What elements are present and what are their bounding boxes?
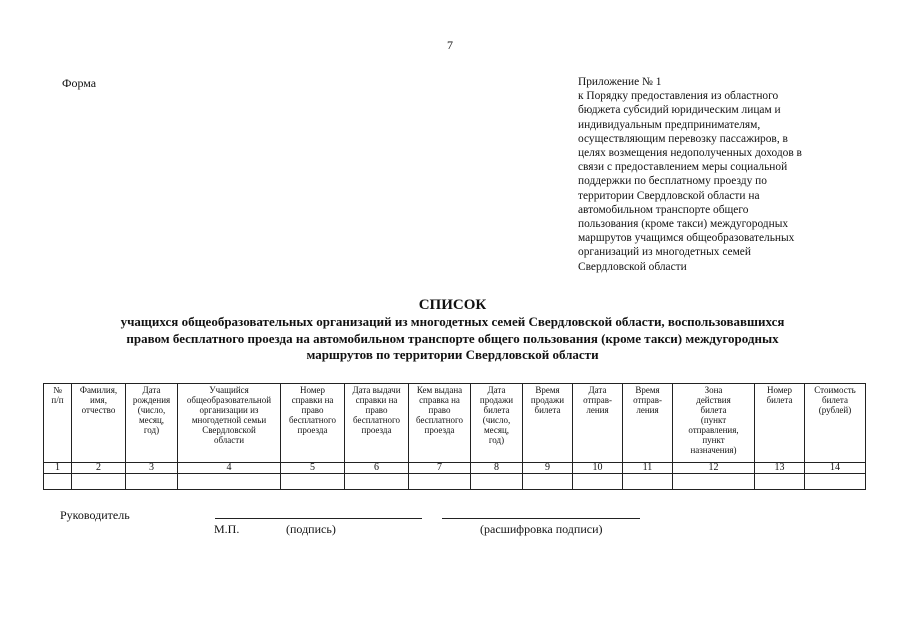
- column-number: 12: [673, 463, 755, 474]
- column-header: [805, 384, 866, 463]
- subtitle-line: правом бесплатного проезда на автомобильном транспорте общего пользования (кроме такси) междугородных: [126, 330, 779, 346]
- column-header-line: билета: [766, 395, 793, 405]
- column-number: 3: [126, 463, 178, 474]
- column-number: 11: [623, 463, 673, 474]
- table-cell: [126, 474, 178, 490]
- column-header-line: рождения: [132, 395, 171, 405]
- column-header-line: Номер: [299, 385, 326, 395]
- column-header-line: месяц,: [138, 415, 165, 425]
- table-empty-row: [44, 474, 866, 490]
- table-cell: [409, 474, 471, 490]
- column-header: [573, 384, 623, 463]
- appendix-line: бюджета субсидий юридическим лицам и: [578, 104, 781, 117]
- column-header-line: области: [213, 435, 245, 445]
- column-header-line: проезда: [424, 425, 455, 435]
- column-header-line: п/п: [51, 395, 64, 405]
- column-header-line: отправ-: [583, 395, 612, 405]
- column-number: 6: [345, 463, 409, 474]
- table-cell: [72, 474, 126, 490]
- column-header-line: билета: [822, 395, 848, 405]
- column-header: [72, 384, 126, 463]
- column-number: 2: [72, 463, 126, 474]
- column-number: 13: [755, 463, 805, 474]
- column-header-line: проезда: [361, 425, 392, 435]
- column-header-line: продажи: [479, 395, 514, 405]
- column-header-line: месяц,: [483, 425, 510, 435]
- column-header-line: бесплатного: [416, 415, 463, 425]
- column-header: [471, 384, 523, 463]
- students-list-table: [43, 383, 866, 490]
- appendix-line: целях возмещения недополученных доходов в: [578, 147, 802, 160]
- document-subtitle: [40, 314, 865, 364]
- table-cell: [805, 474, 866, 490]
- column-header-line: имя,: [90, 395, 107, 405]
- column-header-line: право: [428, 405, 451, 415]
- column-header: [523, 384, 573, 463]
- column-header-line: Время: [535, 385, 560, 395]
- column-header-line: отправления,: [688, 425, 739, 435]
- column-header-line: ления: [636, 405, 659, 415]
- appendix-line: Приложение № 1: [578, 76, 662, 88]
- column-header-line: (число,: [137, 405, 166, 415]
- signature-decode-caption: (расшифровка подписи): [480, 522, 603, 536]
- column-header-line: бесплатного: [289, 415, 336, 425]
- column-header-line: Дата: [142, 385, 161, 395]
- column-header-line: Кем выдана: [416, 385, 463, 395]
- appendix-line: индивидуальным предпринимателям,: [578, 118, 761, 131]
- column-header-line: отчество: [81, 405, 116, 415]
- column-header-line: Зона: [704, 385, 723, 395]
- appendix-line: Свердловской области: [578, 260, 687, 273]
- head-label: Руководитель: [60, 508, 130, 522]
- table-cell: [281, 474, 345, 490]
- appendix-line: территории Свердловской области на: [578, 189, 760, 202]
- column-header-line: справки на: [355, 395, 398, 405]
- column-header: [126, 384, 178, 463]
- column-header: [623, 384, 673, 463]
- table-cell: [755, 474, 805, 490]
- column-number: 14: [805, 463, 866, 474]
- column-header: [178, 384, 281, 463]
- column-header-line: Время: [635, 385, 660, 395]
- column-header-line: год): [143, 425, 160, 435]
- table-cell: [523, 474, 573, 490]
- column-header-line: №: [53, 385, 62, 395]
- signature-line: [215, 518, 422, 519]
- column-header-line: Фамилия,: [79, 385, 118, 395]
- column-header-line: общеобразовательной: [186, 395, 272, 405]
- table-cell: [573, 474, 623, 490]
- signature-caption: (подпись): [286, 522, 336, 536]
- appendix-line: осуществляющим перевозку пассажиров, в: [578, 132, 788, 145]
- column-header: [281, 384, 345, 463]
- column-number: 9: [523, 463, 573, 474]
- column-header-line: продажи: [530, 395, 565, 405]
- column-header-line: действия: [696, 395, 731, 405]
- column-header-line: ления: [586, 405, 609, 415]
- column-header-line: Дата: [487, 385, 506, 395]
- appendix-line: пользования (кроме такси) междугородных: [578, 218, 789, 231]
- appendix-line: организаций из многодетных семей: [578, 246, 751, 259]
- appendix-line: маршрутов учащимся общеобразовательных: [578, 232, 795, 245]
- column-header-line: справка на: [419, 395, 460, 405]
- table-cell: [623, 474, 673, 490]
- column-header-line: (число,: [482, 415, 511, 425]
- column-header-line: организации из: [199, 405, 259, 415]
- column-header-line: (пункт: [700, 415, 727, 425]
- column-header: [44, 384, 72, 463]
- column-number: 10: [573, 463, 623, 474]
- appendix-block: [578, 75, 843, 274]
- column-header-line: Стоимость: [814, 385, 856, 395]
- column-number: 7: [409, 463, 471, 474]
- column-header-line: справки на: [291, 395, 334, 405]
- column-header-line: год): [488, 435, 505, 445]
- appendix-line: связи с предоставлением меры социальной: [578, 161, 788, 174]
- signature-decode-line: [442, 518, 640, 519]
- appendix-line: автомобильном транспорте общего: [578, 203, 749, 216]
- table-cell: [44, 474, 72, 490]
- table-header-row: [44, 384, 866, 463]
- column-header: [345, 384, 409, 463]
- form-label: Форма: [62, 76, 97, 90]
- page-number: 7: [447, 38, 453, 52]
- table-cell: [345, 474, 409, 490]
- table-cell: [178, 474, 281, 490]
- table-column-numbers-row: [44, 463, 866, 474]
- column-header-line: право: [301, 405, 324, 415]
- appendix-line: к Порядку предоставления из областного: [578, 90, 779, 103]
- column-header-line: отправ-: [633, 395, 662, 405]
- column-header: [673, 384, 755, 463]
- column-number: 8: [471, 463, 523, 474]
- subtitle-line: учащихся общеобразовательных организаций из многодетных семей Свердловской области, воспользовавшихся: [120, 314, 785, 329]
- column-header-line: Дата выдачи: [352, 385, 401, 395]
- column-header-line: Свердловской: [202, 425, 256, 435]
- column-header-line: Дата: [588, 385, 607, 395]
- column-number: 1: [44, 463, 72, 474]
- column-header-line: бесплатного: [353, 415, 400, 425]
- column-header-line: билета: [534, 405, 561, 415]
- document-title-block: [40, 296, 865, 364]
- column-header: [755, 384, 805, 463]
- column-header-line: право: [365, 405, 388, 415]
- table-cell: [673, 474, 755, 490]
- stamp-label: М.П.: [214, 522, 240, 536]
- table-cell: [471, 474, 523, 490]
- document-title: СПИСОК: [418, 297, 487, 313]
- subtitle-line: маршрутов по территории Свердловской области: [306, 347, 599, 362]
- column-header-line: многодетной семьи: [191, 415, 267, 425]
- appendix-line: поддержки по бесплатному проезду по: [578, 175, 767, 188]
- column-header-line: Номер: [766, 385, 793, 395]
- column-number: 5: [281, 463, 345, 474]
- column-header-line: назначения): [690, 445, 737, 455]
- column-header-line: пункт: [702, 435, 725, 445]
- column-header: [409, 384, 471, 463]
- column-number: 4: [178, 463, 281, 474]
- column-header-line: билета: [483, 405, 510, 415]
- column-header-line: билета: [700, 405, 727, 415]
- column-header-line: проезда: [297, 425, 328, 435]
- column-header-line: Учащийся: [209, 385, 249, 395]
- column-header-line: (рублей): [818, 405, 852, 415]
